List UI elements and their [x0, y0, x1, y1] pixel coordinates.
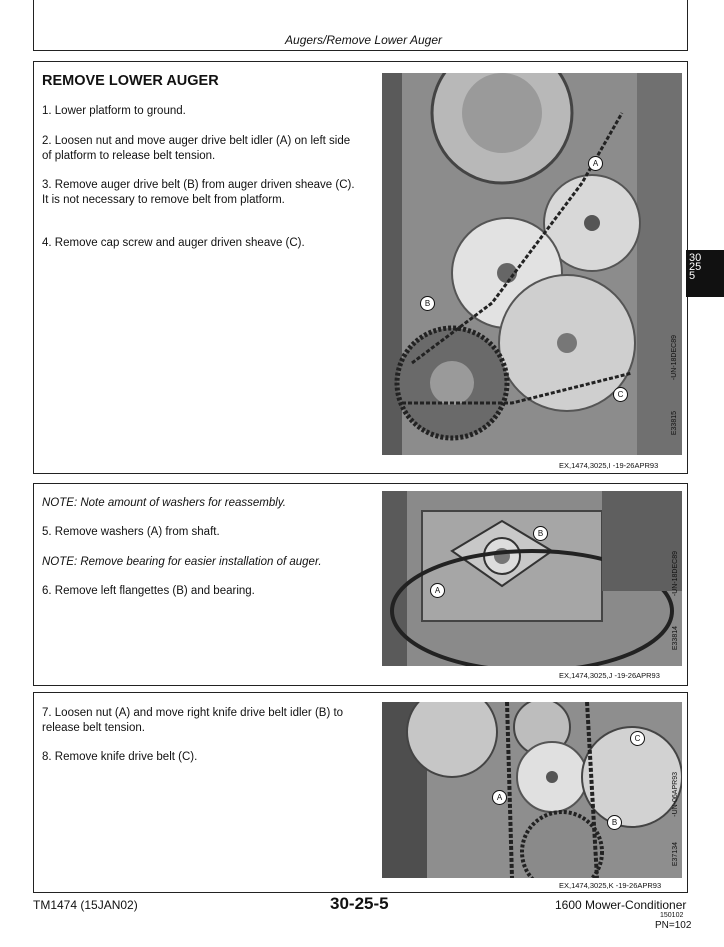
callout-b: B	[420, 296, 435, 311]
callout-c: C	[613, 387, 628, 402]
page-header	[33, 0, 688, 51]
callout-c: C	[630, 731, 645, 746]
step-8: 8. Remove knife drive belt (C).	[42, 751, 198, 763]
image-code: E37134	[672, 842, 679, 867]
photo-knife-drive	[382, 702, 682, 878]
image-code-2: -UN-06APR93	[672, 772, 679, 817]
section-tab: 30 25 5	[686, 250, 724, 297]
callout-a: A	[430, 583, 445, 598]
callout-b: B	[607, 815, 622, 830]
image-code: E33815	[671, 411, 678, 436]
section-remove-washers	[33, 483, 688, 686]
note-washers: NOTE: Note amount of washers for reassembly.	[42, 497, 286, 509]
image-code-2: -UN-18DEC89	[672, 551, 679, 597]
photo-shaft-bearing	[382, 491, 682, 666]
step-2: 2. Loosen nut and move auger drive belt idler (A) on left side of platform to release belt tension.	[42, 135, 351, 162]
step-5: 5. Remove washers (A) from shaft.	[42, 526, 220, 538]
image-ref: EX,1474,3025,J -19-26APR93	[559, 671, 660, 680]
section-remove-knife-belt	[33, 692, 688, 893]
callout-a: A	[492, 790, 507, 805]
footer-page-number: 30-25-5	[330, 894, 389, 913]
step-6: 6. Remove left flangettes (B) and bearing.	[42, 585, 255, 597]
image-code-2: -UN-18DEC89	[671, 335, 678, 381]
section-heading: REMOVE LOWER AUGER	[42, 73, 219, 89]
step-4: 4. Remove cap screw and auger driven sheave (C).	[42, 237, 305, 249]
footer-manual-id: TM1474 (15JAN02)	[33, 898, 138, 912]
photo-auger-drive	[382, 73, 682, 455]
note-bearing: NOTE: Remove bearing for easier installation of auger.	[42, 556, 322, 568]
section-remove-lower-auger	[33, 61, 688, 474]
callout-b: B	[533, 526, 548, 541]
image-ref: EX,1474,3025,K -19-26APR93	[559, 881, 662, 890]
step-1: 1. Lower platform to ground.	[42, 105, 186, 117]
callout-a: A	[588, 156, 603, 171]
footer-date-code: 150102	[660, 912, 684, 919]
image-code: E33814	[672, 626, 679, 651]
footer-model: 1600 Mower-Conditioner	[555, 898, 687, 912]
footer-pn: PN=102	[655, 920, 692, 931]
image-ref: EX,1474,3025,I -19-26APR93	[559, 461, 659, 470]
header-title: Augers/Remove Lower Auger	[285, 33, 442, 47]
step-3: 3. Remove auger drive belt (B) from auger driven sheave (C). It is not necessary to remove belt from platform.	[42, 179, 355, 206]
step-7: 7. Loosen nut (A) and move right knife drive belt idler (B) to release belt tension.	[42, 707, 344, 734]
